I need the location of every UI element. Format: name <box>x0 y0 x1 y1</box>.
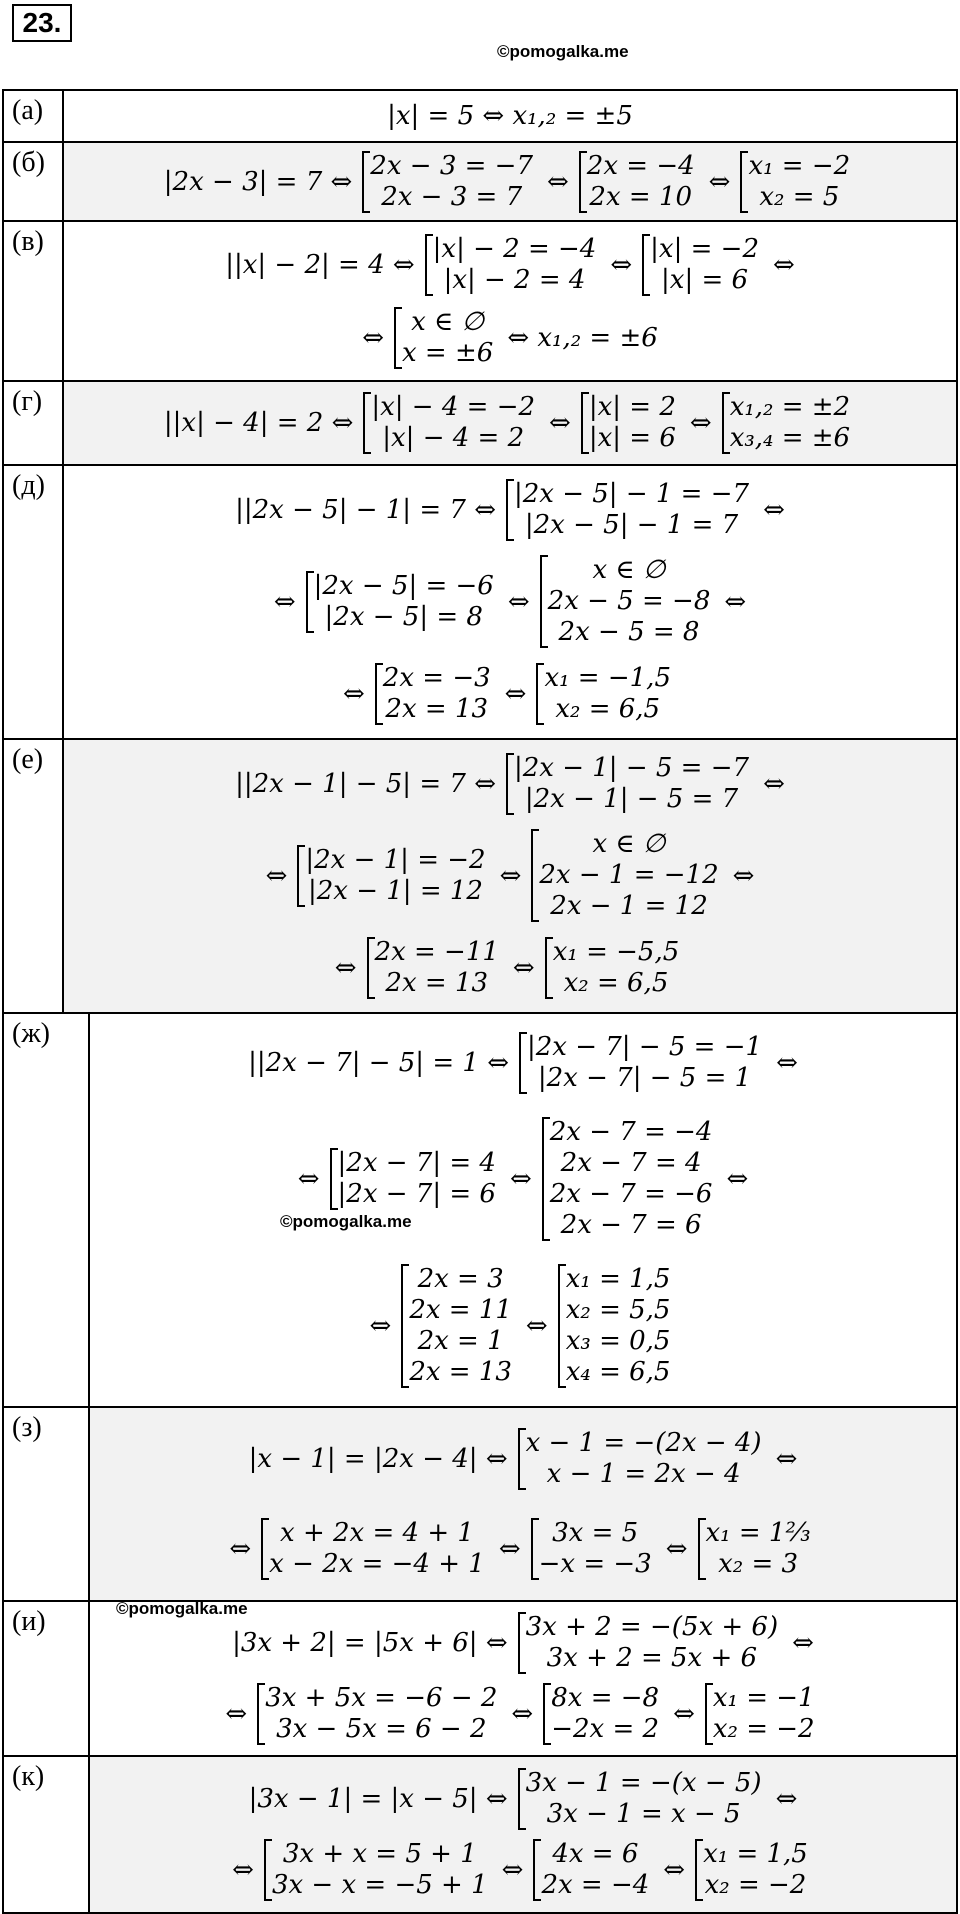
system-equation: x − 1 = −(2x − 4) <box>525 1428 762 1458</box>
equation-text: ⇔ <box>792 1628 814 1659</box>
row-label: (з) <box>4 1408 90 1600</box>
equation-text: ⇔ <box>549 408 571 438</box>
system-equation: x₁ = 1²⁄₃ <box>705 1518 811 1548</box>
equation-system <box>261 1518 489 1580</box>
table-row <box>4 382 956 466</box>
equation-text: ||2x − 7| − 5| = 1 ⇔ <box>248 1047 509 1078</box>
system-equation: x₁ = 1,5 <box>565 1264 671 1295</box>
system-equation: 2x = 10 <box>589 181 693 212</box>
system-equation: |2x − 1| − 5 = −7 <box>513 753 750 784</box>
watermark-lower: ©pomogalka.me <box>116 1599 248 1618</box>
system-equation: |x| − 4 = 2 <box>382 423 525 453</box>
equation-system <box>519 1032 766 1094</box>
equation-text: ⇔ <box>511 1698 534 1729</box>
system-equation: x₂ = −2 <box>712 1713 815 1744</box>
row-label: (а) <box>4 91 64 141</box>
equation-text: ⇔ <box>334 952 357 983</box>
system-equation: 8x = −8 <box>551 1682 660 1713</box>
row-label: (д) <box>4 466 64 738</box>
system-equation: 3x + 2 = −(5x + 6) <box>525 1612 779 1643</box>
equation-text: ⇔ x₁,₂ = ±6 <box>507 322 658 353</box>
system-equation: 3x − x = −5 + 1 <box>271 1870 488 1901</box>
equation-line <box>225 1518 820 1580</box>
system-equation: 2x − 7 = −4 <box>549 1116 713 1147</box>
equation-line <box>221 234 799 296</box>
watermark-top: ©pomogalka.me <box>497 42 629 61</box>
table-row <box>4 1014 956 1408</box>
equation-line <box>339 663 681 725</box>
system-equation: x₁ = 1,5 <box>703 1839 808 1870</box>
row-label: (ж) <box>4 1014 90 1406</box>
equation-line <box>366 1264 681 1388</box>
equation-text: ||x| − 2| = 4 ⇔ <box>225 249 415 280</box>
equation-system <box>695 1839 812 1901</box>
row-solution <box>90 1602 956 1755</box>
equation-line <box>228 1612 818 1674</box>
system-equation: x₂ = 6,5 <box>563 967 669 998</box>
equation-system <box>558 1264 675 1388</box>
equation-system <box>518 1428 766 1490</box>
equation-text: ⇔ <box>507 586 530 617</box>
equation-line <box>358 307 662 369</box>
watermark-middle: ©pomogalka.me <box>280 1212 412 1231</box>
equation-system <box>506 479 753 541</box>
equation-text: |2x − 3| = 7 ⇔ <box>163 166 353 197</box>
equation-system <box>264 1839 492 1901</box>
equation-system <box>394 307 497 369</box>
row-solution <box>64 143 956 220</box>
system-equation: x₃ = 0,5 <box>565 1326 671 1357</box>
system-equation: 3x = 5 <box>552 1518 639 1548</box>
equation-system <box>375 663 495 725</box>
equation-system <box>518 1768 766 1830</box>
equation-text: ⇔ <box>232 1855 254 1886</box>
equation-text: ||x| − 4| = 2 ⇔ <box>163 408 354 438</box>
system-equation: x₂ = 6,5 <box>555 693 661 724</box>
equation-text: ⇔ <box>498 1534 521 1564</box>
system-equation: x₄ = 6,5 <box>565 1357 671 1388</box>
system-equation: |2x − 5| − 1 = 7 <box>524 510 739 541</box>
equation-text: ⇔ <box>512 952 535 983</box>
equation-system <box>542 1117 717 1241</box>
system-equation: 2x = −3 <box>382 662 491 693</box>
equation-system <box>306 571 498 633</box>
equation-system <box>540 555 715 648</box>
system-equation: |2x − 1| − 5 = 7 <box>524 784 739 815</box>
equation-system <box>401 1264 516 1388</box>
system-equation: 2x − 7 = −6 <box>549 1178 713 1209</box>
equation-text: ⇔ <box>776 1047 798 1078</box>
table-row <box>4 1602 956 1757</box>
equation-system <box>257 1683 501 1745</box>
equation-text: ⇔ <box>504 678 527 709</box>
equation-system <box>545 937 684 999</box>
system-equation: 2x = −4 <box>541 1870 650 1901</box>
system-equation: 2x = 13 <box>385 967 489 998</box>
equation-line <box>270 555 750 648</box>
system-equation: |x| = 6 <box>661 264 749 295</box>
system-equation: |x| = 6 <box>588 423 676 453</box>
equation-text: ⇔ <box>499 860 522 891</box>
equation-system <box>536 663 675 725</box>
equation-system <box>297 845 489 907</box>
table-row <box>4 1757 956 1912</box>
equation-system <box>362 151 537 213</box>
system-equation: |2x − 1| = 12 <box>307 875 483 906</box>
system-equation: |x| − 2 = −4 <box>432 233 597 264</box>
table-row <box>4 1408 956 1602</box>
system-equation: 3x + 5x = −6 − 2 <box>265 1682 498 1713</box>
system-equation: x₂ = 5,5 <box>565 1295 671 1326</box>
equation-text: ⇔ <box>763 495 785 526</box>
system-equation: |2x − 5| = −6 <box>313 570 494 601</box>
equation-line <box>331 937 690 999</box>
system-equation: x₂ = 5 <box>759 181 840 212</box>
equation-text: |x| = 5 ⇔ x₁,₂ = ±5 <box>387 101 633 131</box>
equation-text: ⇔ <box>673 1698 695 1729</box>
table-row <box>4 222 956 382</box>
system-equation: x₃,₄ = ±6 <box>729 423 851 453</box>
table-row <box>4 143 956 222</box>
system-equation: x ∈ ∅ <box>592 555 666 586</box>
equation-text: |3x − 1| = |x − 5| ⇔ <box>248 1783 508 1814</box>
system-equation: |2x − 7| − 5 = −1 <box>526 1031 763 1062</box>
equation-line <box>228 1839 818 1901</box>
equation-system <box>531 1518 656 1580</box>
equation-system <box>367 937 503 999</box>
equation-system <box>543 1683 663 1745</box>
equation-line <box>383 101 637 131</box>
row-label: (к) <box>4 1757 90 1912</box>
system-equation: x − 2x = −4 + 1 <box>269 1549 485 1579</box>
equation-system <box>531 829 722 922</box>
system-equation: 2x = 3 <box>417 1264 504 1295</box>
system-equation: |2x − 7| = 4 <box>337 1147 496 1178</box>
row-label: (и) <box>4 1602 90 1755</box>
equation-text: ⇔ <box>525 1311 548 1342</box>
system-equation: x₁ = −1,5 <box>544 662 671 693</box>
equation-line <box>231 479 789 541</box>
system-equation: 4x = 6 <box>552 1839 639 1870</box>
row-label: (е) <box>4 740 64 1012</box>
system-equation: 3x − 1 = x − 5 <box>546 1798 741 1829</box>
row-label: (б) <box>4 143 64 220</box>
equation-text: ⇔ <box>726 1163 749 1194</box>
equation-system <box>722 392 854 454</box>
system-equation: x − 1 = 2x − 4 <box>546 1459 741 1489</box>
system-equation: x₂ = −2 <box>704 1870 807 1901</box>
system-equation: x₁ = −1 <box>712 1682 815 1713</box>
system-equation: 2x − 3 = −7 <box>370 150 533 181</box>
equation-text: ⇔ <box>775 1783 798 1814</box>
system-equation: 2x = 1 <box>417 1326 504 1357</box>
equation-line <box>221 1683 824 1745</box>
equation-text: ⇔ <box>763 769 785 800</box>
row-label: (г) <box>4 382 64 464</box>
row-solution <box>64 382 956 464</box>
equation-text: ⇔ <box>225 1698 248 1729</box>
equation-system <box>425 234 601 296</box>
equation-system <box>506 753 753 815</box>
equation-system <box>363 392 539 454</box>
table-row <box>4 466 956 740</box>
system-equation: |2x − 1| = −2 <box>305 844 486 875</box>
equation-line <box>244 1032 802 1094</box>
equation-text: ⇔ <box>501 1855 524 1886</box>
equation-text: ⇔ <box>547 166 569 197</box>
system-equation: x₁ = −2 <box>748 150 851 181</box>
equation-text: ⇔ <box>343 678 365 709</box>
equation-line <box>245 1768 802 1830</box>
equation-text: ⇔ <box>362 322 384 353</box>
system-equation: 2x − 1 = 12 <box>550 891 708 922</box>
equation-text: ⇔ <box>732 860 755 891</box>
problem-number: 23. <box>12 4 72 42</box>
equation-text: |x − 1| = |2x − 4| ⇔ <box>248 1444 508 1474</box>
row-solution <box>64 740 956 1012</box>
system-equation: 2x = 13 <box>385 693 489 724</box>
equation-text: ⇔ <box>663 1855 686 1886</box>
equation-system <box>642 234 763 296</box>
system-equation: 3x − 1 = −(x − 5) <box>525 1767 762 1798</box>
table-row <box>4 91 956 143</box>
system-equation: |x| − 4 = −2 <box>371 392 536 422</box>
row-label: (в) <box>4 222 64 380</box>
row-solution <box>90 1408 956 1600</box>
system-equation: −x = −3 <box>538 1549 652 1579</box>
equation-system <box>740 151 854 213</box>
system-equation: 3x − 5x = 6 − 2 <box>276 1713 487 1744</box>
system-equation: |x| = −2 <box>650 233 759 264</box>
system-equation: x + 2x = 4 + 1 <box>280 1518 474 1548</box>
equation-system <box>698 1518 815 1580</box>
equation-line <box>231 753 789 815</box>
equation-line <box>160 392 860 454</box>
equation-text: ⇔ <box>509 1163 532 1194</box>
system-equation: x₁,₂ = ±2 <box>729 392 851 422</box>
equation-text: ||2x − 5| − 1| = 7 ⇔ <box>235 495 496 526</box>
system-equation: 2x = 13 <box>409 1357 512 1388</box>
row-solution <box>64 91 956 141</box>
equation-text: ⇔ <box>369 1311 392 1342</box>
equation-text: ⇔ <box>273 586 296 617</box>
equation-text: ⇔ <box>772 249 795 280</box>
equation-system <box>579 151 699 213</box>
system-equation: 3x + 2 = 5x + 6 <box>546 1643 758 1674</box>
equation-text: ⇔ <box>610 249 633 280</box>
equation-text: |3x + 2| = |5x + 6| ⇔ <box>232 1628 508 1659</box>
system-equation: x = ±6 <box>402 337 494 368</box>
system-equation: 2x − 7 = 4 <box>560 1147 702 1178</box>
system-equation: 2x − 5 = −8 <box>547 586 711 617</box>
equation-system <box>330 1148 500 1210</box>
system-equation: −2x = 2 <box>551 1713 660 1744</box>
equation-text: ⇔ <box>297 1163 320 1194</box>
system-equation: |2x − 7| − 5 = 1 <box>537 1062 752 1093</box>
system-equation: x ∈ ∅ <box>592 829 666 860</box>
row-solution <box>64 222 956 380</box>
solutions-table <box>2 89 958 1914</box>
system-equation: 2x = 11 <box>409 1295 512 1326</box>
row-solution <box>90 1014 956 1406</box>
system-equation: 2x − 1 = −12 <box>539 860 719 891</box>
equation-system <box>518 1612 783 1674</box>
table-row <box>4 740 956 1014</box>
system-equation: 2x − 7 = 6 <box>560 1209 702 1240</box>
system-equation: |2x − 7| = 6 <box>337 1178 496 1209</box>
equation-line <box>245 1428 802 1490</box>
equation-system <box>705 1683 819 1745</box>
equation-line <box>262 829 759 922</box>
equation-text: ⇔ <box>708 166 731 197</box>
row-solution <box>64 466 956 738</box>
system-equation: 2x − 3 = 7 <box>381 181 523 212</box>
system-equation: |2x − 5| − 1 = −7 <box>513 479 750 510</box>
equation-line <box>160 151 860 213</box>
system-equation: |x| = 2 <box>588 392 676 422</box>
equation-text: ||2x − 1| − 5| = 7 ⇔ <box>235 769 496 800</box>
system-equation: x₁ = −5,5 <box>552 936 680 967</box>
equation-text: ⇔ <box>265 860 288 891</box>
equation-text: ⇔ <box>689 408 712 438</box>
equation-text: ⇔ <box>229 1534 252 1564</box>
system-equation: |2x − 5| = 8 <box>324 601 483 632</box>
equation-system <box>581 392 680 454</box>
equation-text: ⇔ <box>665 1534 688 1564</box>
system-equation: |x| − 2 = 4 <box>443 264 586 295</box>
system-equation: 2x = −4 <box>586 150 695 181</box>
system-equation: x ∈ ∅ <box>411 306 485 337</box>
equation-text: ⇔ <box>724 586 747 617</box>
equation-text: ⇔ <box>775 1444 798 1474</box>
equation-system <box>533 1839 653 1901</box>
system-equation: 2x = −11 <box>374 936 499 967</box>
system-equation: 3x + x = 5 + 1 <box>282 1839 477 1870</box>
row-solution <box>90 1757 956 1912</box>
system-equation: x₂ = 3 <box>718 1549 799 1579</box>
system-equation: 2x − 5 = 8 <box>558 617 700 648</box>
